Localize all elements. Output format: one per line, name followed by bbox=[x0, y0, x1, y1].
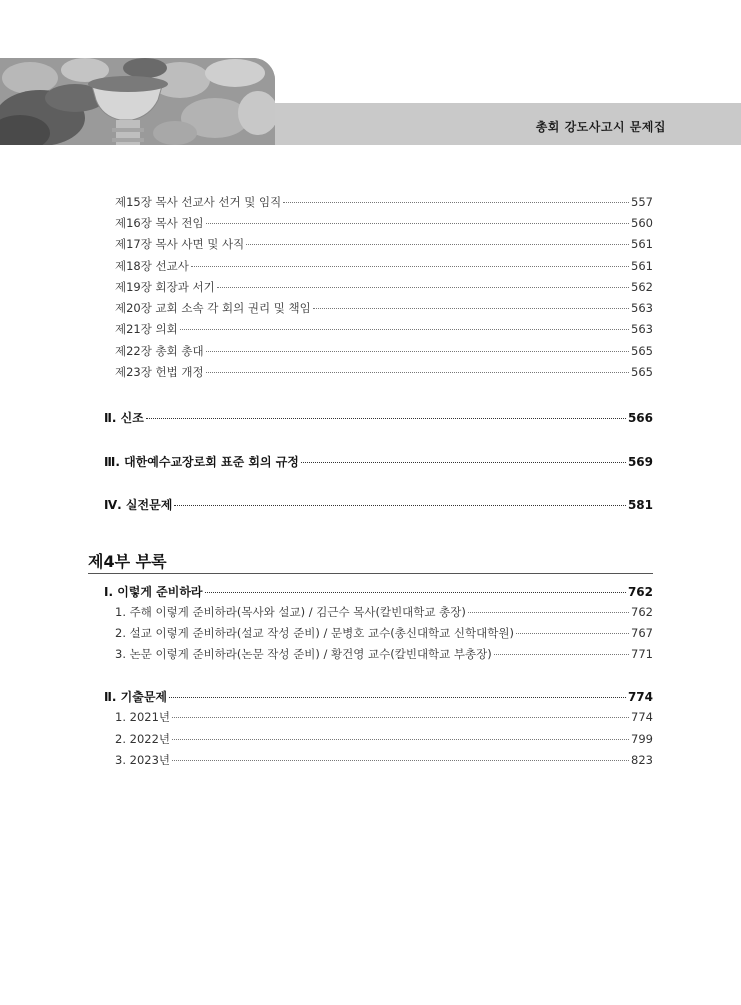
toc-section[interactable] bbox=[104, 496, 653, 513]
toc-section-title: Ⅰ. 이렇게 준비하라 bbox=[104, 585, 203, 599]
leader-dots bbox=[146, 418, 626, 419]
toc-entry[interactable] bbox=[115, 752, 653, 768]
toc-entry-page: 563 bbox=[631, 322, 653, 336]
toc-section-title: Ⅲ. 대한예수교장로회 표준 회의 규정 bbox=[104, 455, 299, 469]
toc-section[interactable] bbox=[104, 453, 653, 470]
leader-dots bbox=[180, 329, 629, 330]
toc-entry-title: 제15장 목사 선교사 선거 및 임직 bbox=[115, 195, 282, 209]
toc-section[interactable] bbox=[104, 409, 653, 426]
toc-entry-title: 제21장 의회 bbox=[115, 322, 178, 336]
toc-entry-page: 771 bbox=[631, 647, 653, 661]
toc-entry[interactable] bbox=[115, 279, 653, 295]
toc-section[interactable] bbox=[104, 583, 653, 600]
toc-entry-title: 3. 논문 이렇게 준비하라(논문 작성 준비) / 황건영 교수(칼빈대학교 부총장) bbox=[115, 647, 492, 661]
toc-section-title: Ⅱ. 신조 bbox=[104, 411, 144, 425]
toc-section[interactable] bbox=[104, 688, 653, 705]
toc-entry[interactable] bbox=[115, 300, 653, 316]
leader-dots bbox=[172, 717, 629, 718]
leader-dots bbox=[313, 308, 629, 309]
toc-entry-page: 565 bbox=[631, 365, 653, 379]
leader-dots bbox=[191, 266, 629, 267]
toc-entry-page: 799 bbox=[631, 732, 653, 746]
toc-section-page: 581 bbox=[627, 498, 653, 512]
toc-entry-title: 2. 설교 이렇게 준비하라(설교 작성 준비) / 문병호 교수(총신대학교 신학대학원) bbox=[115, 626, 514, 640]
toc-entry-title: 제17장 목사 사면 및 사직 bbox=[115, 237, 245, 251]
header-bar bbox=[275, 103, 741, 145]
leader-dots bbox=[468, 612, 629, 613]
toc-entry[interactable] bbox=[115, 731, 653, 747]
leader-dots bbox=[516, 633, 629, 634]
leader-dots bbox=[206, 223, 629, 224]
toc-entry[interactable] bbox=[115, 709, 653, 725]
toc-section-page: 566 bbox=[627, 411, 653, 425]
toc-entry[interactable] bbox=[115, 625, 653, 641]
header-stone-wall-image bbox=[0, 58, 275, 145]
toc-entry[interactable] bbox=[115, 321, 653, 337]
toc-entry[interactable] bbox=[115, 646, 653, 662]
toc-entry-page: 561 bbox=[631, 237, 653, 251]
toc-entry-title: 2. 2022년 bbox=[115, 732, 171, 746]
leader-dots bbox=[174, 505, 626, 506]
part-divider bbox=[88, 573, 653, 574]
part-title: 제4부 부록 bbox=[88, 552, 167, 571]
leader-dots bbox=[283, 202, 629, 203]
toc-entry-title: 제19장 회장과 서기 bbox=[115, 280, 215, 294]
toc-entry[interactable] bbox=[115, 236, 653, 252]
toc-entry-page: 774 bbox=[631, 710, 653, 724]
toc-section-page: 569 bbox=[627, 455, 653, 469]
leader-dots bbox=[205, 592, 626, 593]
toc-entry-page: 762 bbox=[631, 605, 653, 619]
toc-entry[interactable] bbox=[115, 215, 653, 231]
leader-dots bbox=[172, 739, 629, 740]
leader-dots bbox=[494, 654, 629, 655]
toc-entry-title: 제23장 헌법 개정 bbox=[115, 365, 204, 379]
toc-entry-title: 1. 2021년 bbox=[115, 710, 171, 724]
toc-entry-page: 565 bbox=[631, 344, 653, 358]
toc-entry[interactable] bbox=[115, 194, 653, 210]
toc-entry-title: 제18장 선교사 bbox=[115, 259, 189, 273]
leader-dots bbox=[217, 287, 629, 288]
toc-section-title: Ⅳ. 실전문제 bbox=[104, 498, 173, 512]
toc-entry-title: 3. 2023년 bbox=[115, 753, 171, 767]
toc-entry-page: 562 bbox=[631, 280, 653, 294]
toc-entry[interactable] bbox=[115, 364, 653, 380]
toc-entry-page: 560 bbox=[631, 216, 653, 230]
book-title: 총회 강도사고시 문제집 bbox=[535, 120, 666, 134]
toc-entry-title: 제16장 목사 전임 bbox=[115, 216, 204, 230]
leader-dots bbox=[246, 244, 629, 245]
toc-section-page: 774 bbox=[627, 690, 653, 704]
leader-dots bbox=[169, 697, 626, 698]
toc-entry-page: 767 bbox=[631, 626, 653, 640]
toc-entry-title: 제20장 교회 소속 각 회의 권리 및 책임 bbox=[115, 301, 311, 315]
toc-entry-page: 823 bbox=[631, 753, 653, 767]
leader-dots bbox=[206, 372, 629, 373]
toc-entry[interactable] bbox=[115, 604, 653, 620]
toc-entry[interactable] bbox=[115, 343, 653, 359]
toc-entry-title: 제22장 총회 총대 bbox=[115, 344, 204, 358]
toc-section-title: Ⅱ. 기출문제 bbox=[104, 690, 168, 704]
toc-section-page: 762 bbox=[627, 585, 653, 599]
toc-entry-page: 561 bbox=[631, 259, 653, 273]
leader-dots bbox=[206, 351, 629, 352]
toc-entry[interactable] bbox=[115, 258, 653, 274]
toc-entry-title: 1. 주해 이렇게 준비하라(목사와 설교) / 김근수 목사(칼빈대학교 총장) bbox=[115, 605, 466, 619]
leader-dots bbox=[301, 462, 626, 463]
leader-dots bbox=[172, 760, 629, 761]
toc-entry-page: 563 bbox=[631, 301, 653, 315]
toc-entry-page: 557 bbox=[631, 195, 653, 209]
